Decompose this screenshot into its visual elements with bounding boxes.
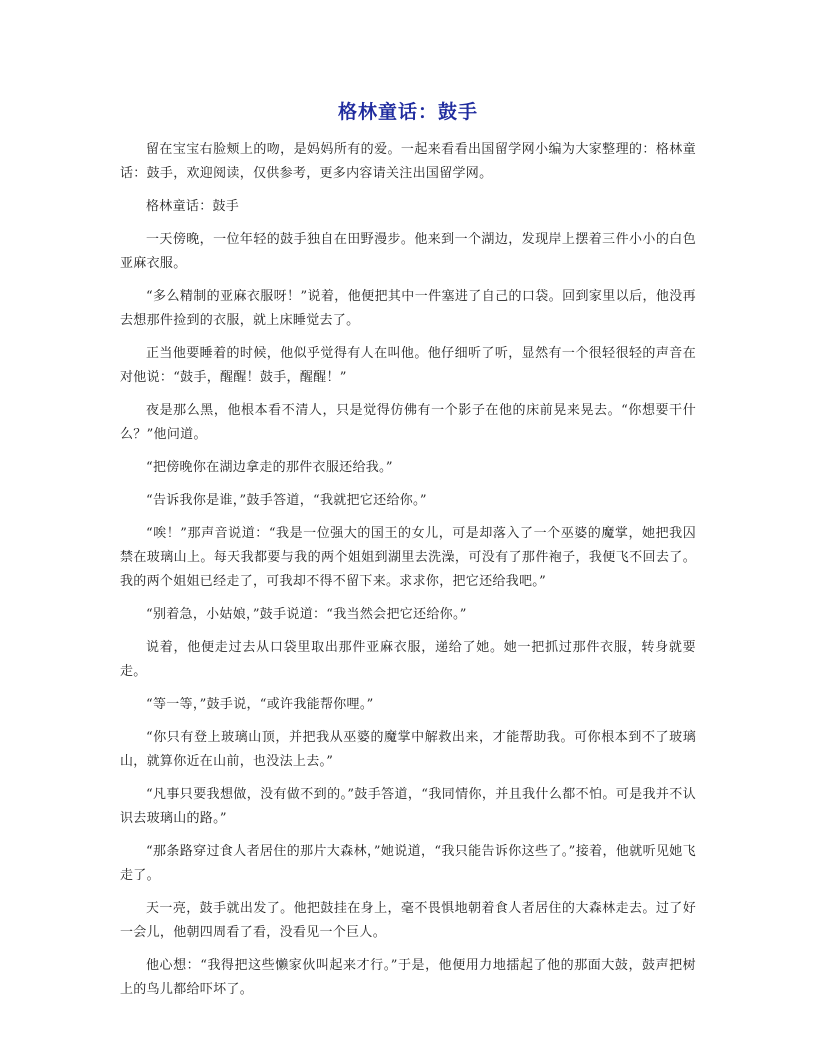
paragraph: “多么精制的亚麻衣服呀！”说着，他便把其中一件塞进了自己的口袋。回到家里以后，他没再去想那件捡到的衣服，就上床睡觉去了。 bbox=[120, 289, 696, 328]
paragraph: “那条路穿过食人者居住的那片大森林，”她说道，“我只能告诉你这些了。”接着，他就听见她飞走了。 bbox=[120, 844, 696, 883]
paragraph: 说着，他便走过去从口袋里取出那件亚麻衣服，递给了她。她一把抓过那件衣服，转身就要走。 bbox=[120, 640, 696, 679]
paragraph: 夜是那么黑，他根本看不清人，只是觉得仿佛有一个影子在他的床前晃来晃去。“你想要干什么？”他问道。 bbox=[120, 403, 696, 442]
paragraph: “你只有登上玻璃山顶，并把我从巫婆的魔掌中解救出来，才能帮助我。可你根本到不了玻璃山，就算你近在山前，也没法上去。” bbox=[120, 730, 696, 769]
paragraph: 正当他要睡着的时候，他似乎觉得有人在叫他。他仔细听了听，显然有一个很轻很轻的声音在对他说：“鼓手，醒醒！鼓手，醒醒！” bbox=[120, 346, 696, 385]
paragraph: 天一亮，鼓手就出发了。他把鼓挂在身上，毫不畏惧地朝着食人者居住的大森林走去。过了好一会儿，他朝四周看了看，没看见一个巨人。 bbox=[120, 901, 696, 940]
paragraph: 留在宝宝右脸颊上的吻，是妈妈所有的爱。一起来看看出国留学网小编为大家整理的：格林童话：鼓手，欢迎阅读，仅供参考，更多内容请关注出国留学网。 bbox=[120, 142, 696, 181]
paragraph: 他心想：“我得把这些懒家伙叫起来才行。”于是，他便用力地擂起了他的那面大鼓，鼓声把树上的鸟儿都给吓坏了。 bbox=[120, 958, 696, 997]
paragraph: “告诉我你是谁，”鼓手答道，“我就把它还给你。” bbox=[146, 493, 427, 508]
page-title: 格林童话：鼓手 bbox=[337, 101, 478, 123]
paragraph: “凡事只要我想做，没有做不到的。”鼓手答道，“我同情你，并且我什么都不怕。可是我并不认识去玻璃山的路。” bbox=[120, 787, 696, 826]
article-body bbox=[120, 138, 696, 1002]
paragraph: “把傍晚你在湖边拿走的那件衣服还给我。” bbox=[146, 460, 393, 475]
paragraph: 一天傍晚，一位年轻的鼓手独自在田野漫步。他来到一个湖边，发现岸上摆着三件小小的白色亚麻衣服。 bbox=[120, 232, 696, 271]
paragraph: “唉！”那声音说道：“我是一位强大的国王的女儿，可是却落入了一个巫婆的魔掌，她把我囚禁在玻璃山上。每天我都要与我的两个姐姐到湖里去洗澡，可没有了那件袍子，我便飞不回去了。我的两个姐姐已经走了，可我却不得不留下来。求求你，把它还给我吧。” bbox=[120, 526, 696, 589]
document-page bbox=[120, 98, 696, 1011]
paragraph: “等一等，”鼓手说，“或许我能帮你哩。” bbox=[146, 697, 374, 712]
paragraph: 格林童话：鼓手 bbox=[146, 199, 240, 214]
paragraph: “别着急，小姑娘，”鼓手说道：“我当然会把它还给你。” bbox=[146, 607, 467, 622]
